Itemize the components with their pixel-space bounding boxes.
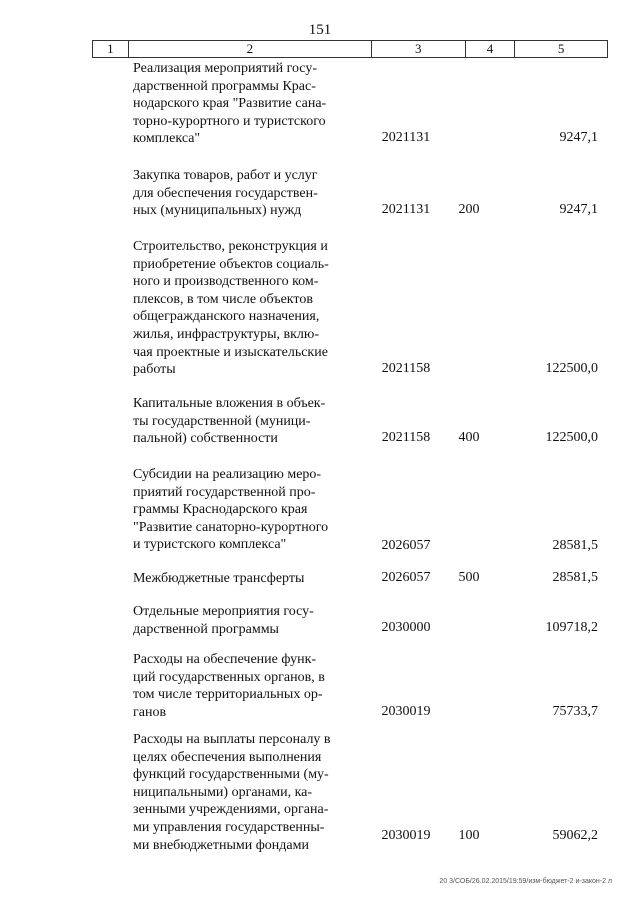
page-number: 151 — [308, 22, 332, 38]
row-amount: 9247,1 — [559, 130, 598, 145]
row-code: 2030019 — [381, 828, 431, 843]
row-code: 2026057 — [381, 538, 431, 553]
row-type: 400 — [458, 430, 480, 445]
row-description: Строительство, реконструкция и приобретение объектов социаль- ного и производственного ком- плексов, в том числе объектов общегражданского назначения, жилья, инфраструктуры, вклю- чая проектные и изыскательские работы — [133, 239, 329, 378]
row-description: Реализация мероприятий госу- дарственной программы Крас- нодарского края "Развитие сана- торно-курортного и туристского комплекса" — [133, 61, 327, 147]
row-description: Субсидии на реализацию меро- приятий государственной про- граммы Краснодарского края "Развитие санаторно-курортного и туристского комплекса" — [133, 467, 329, 553]
row-description: Межбюджетные трансферты — [133, 571, 305, 586]
column-header-3: 3 — [372, 41, 466, 57]
row-code: 2021131 — [381, 130, 431, 145]
column-header-4: 4 — [466, 41, 516, 57]
row-code: 2030019 — [381, 704, 431, 719]
row-description: Расходы на выплаты персоналу в целях обеспечения выполнения функций государственными (му- ниципальными) органами, ка- зенными учреждениями, органа- ми управления государственны- ми внебюджетными фондами — [133, 732, 331, 853]
row-amount: 9247,1 — [559, 202, 598, 217]
column-header-1: 1 — [93, 41, 129, 57]
row-code: 2021158 — [381, 430, 431, 445]
row-amount: 109718,2 — [545, 620, 598, 635]
row-amount: 122500,0 — [545, 361, 598, 376]
row-type: 100 — [458, 828, 480, 843]
row-amount: 59062,2 — [552, 828, 598, 843]
row-amount: 28581,5 — [552, 538, 598, 553]
row-code: 2021158 — [381, 361, 431, 376]
row-amount: 28581,5 — [552, 570, 598, 585]
row-type: 500 — [458, 570, 480, 585]
footer-reference: 20 3/СОБ/26.02.2015/19:59/изм-бюджет-2 и-закон-2 л — [439, 878, 612, 885]
row-code: 2030000 — [381, 620, 431, 635]
row-description: Закупка товаров, работ и услуг для обеспечения государствен- ных (муниципальных) нужд — [133, 168, 318, 219]
column-header-5: 5 — [557, 41, 565, 56]
row-amount: 122500,0 — [545, 430, 598, 445]
row-amount: 75733,7 — [552, 704, 598, 719]
row-description: Расходы на обеспечение функ- ций государственных органов, в том числе территориальных ор- ганов — [133, 652, 325, 720]
row-type: 200 — [458, 202, 480, 217]
row-code: 2026057 — [381, 570, 431, 585]
row-description: Капитальные вложения в объек- ты государственной (муници- пальной) собственности — [133, 396, 326, 447]
column-header-2: 2 — [129, 41, 372, 57]
row-code: 2021131 — [381, 202, 431, 217]
row-description: Отдельные мероприятия госу- дарственной программы — [133, 604, 314, 637]
